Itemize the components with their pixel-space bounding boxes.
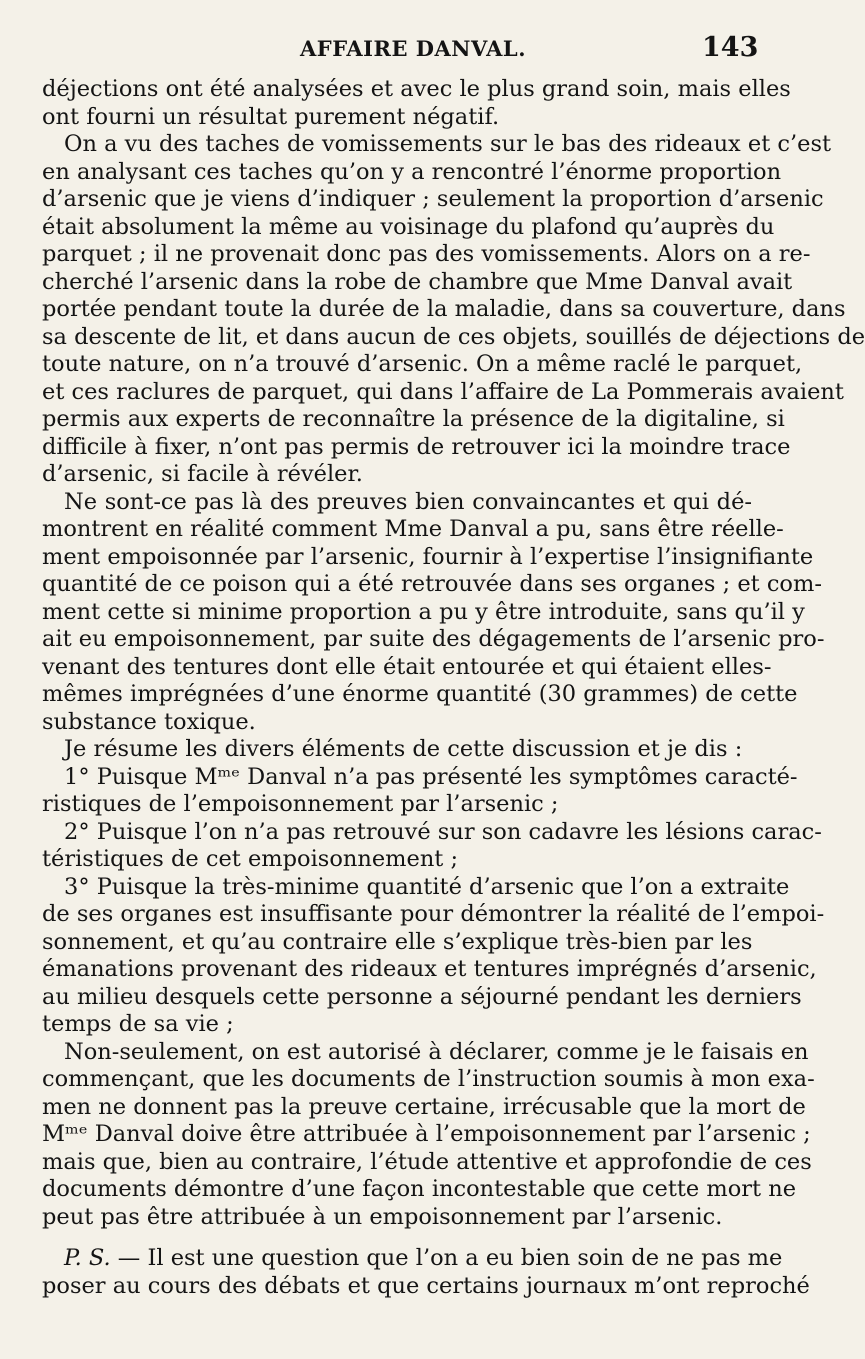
text-line: d’arsenic, si facile à révéler. bbox=[42, 461, 363, 487]
text-line: émanations provenant des rideaux et tentures imprégnés d’arsenic, bbox=[42, 956, 817, 982]
postscript bbox=[42, 1245, 810, 1300]
text-line: ristiques de l’empoisonnement par l’arsenic ; bbox=[42, 791, 559, 817]
body-text bbox=[42, 76, 865, 1300]
text-line: et ces raclures de parquet, qui dans l’affaire de La Pommerais avaient bbox=[42, 378, 844, 405]
list-item bbox=[42, 873, 825, 1039]
text-line: d’arsenic que je viens d’indiquer ; seulement la proportion d’arsenic bbox=[42, 186, 824, 212]
page-header bbox=[0, 32, 800, 68]
text-line: déjections ont été analysées et avec le plus grand soin, mais elles bbox=[42, 76, 791, 102]
text-line: substance toxique. bbox=[42, 708, 256, 735]
paragraph bbox=[42, 131, 865, 489]
text-line: Non-seulement, on est autorisé à déclarer, comme je le faisais en bbox=[64, 1038, 809, 1065]
text-line: peut pas être attribuée à un empoisonnement par l’arsenic. bbox=[42, 1203, 723, 1230]
text-line: permis aux experts de reconnaître la présence de la digitaline, si bbox=[42, 406, 785, 432]
text-line: sonnement, et qu’au contraire elle s’explique très-bien par les bbox=[42, 928, 753, 955]
running-title: AFFAIRE DANVAL. bbox=[300, 36, 527, 61]
paragraph bbox=[42, 76, 791, 131]
text-line: difficile à fixer, n’ont pas permis de retrouver ici la moindre trace bbox=[42, 433, 791, 460]
text-line: 1° Puisque Mᵐᵉ Danval n’a pas présenté les symptômes caracté- bbox=[64, 763, 798, 790]
text-line: temps de sa vie ; bbox=[42, 1011, 234, 1037]
text-line: portée pendant toute la durée de la maladie, dans sa couverture, dans bbox=[42, 296, 846, 322]
text-line: ait eu empoisonnement, par suite des dégagements de l’arsenic pro- bbox=[42, 626, 825, 652]
text-line: montrent en réalité comment Mme Danval a pu, sans être réelle- bbox=[42, 516, 784, 542]
text-line: mêmes imprégnées d’une énorme quantité (30 grammes) de cette bbox=[42, 681, 798, 707]
text-line: téristiques de cet empoisonnement ; bbox=[42, 846, 459, 872]
text-line: toute nature, on n’a trouvé d’arsenic. On a même raclé le parquet, bbox=[42, 351, 803, 377]
text-line: était absolument la même au voisinage du plafond qu’auprès du bbox=[42, 213, 775, 240]
postscript-text: — Il est une question que l’on a eu bien soin de ne pas me bbox=[110, 1245, 783, 1271]
text-line: sa descente de lit, et dans aucun de ces objets, souillés de déjections de bbox=[42, 323, 865, 350]
text-line bbox=[42, 1245, 783, 1273]
paragraph-gap bbox=[42, 1231, 752, 1245]
text-line: cherché l’arsenic dans la robe de chambre que Mme Danval avait bbox=[42, 268, 793, 295]
text-line: Mᵐᵉ Danval doive être attribuée à l’empoisonnement par l’arsenic ; bbox=[42, 1121, 811, 1147]
text-line: ment empoisonnée par l’arsenic, fournir à l’expertise l’insignifiante bbox=[42, 543, 814, 570]
text-line: quantité de ce poison qui a été retrouvée dans ses organes ; et com- bbox=[42, 571, 822, 597]
text-line: commençant, que les documents de l’instruction soumis à mon exa- bbox=[42, 1066, 815, 1092]
text-line: ment cette si minime proportion a pu y être introduite, sans qu’il y bbox=[42, 598, 805, 625]
text-line: men ne donnent pas la preuve certaine, irrécusable que la mort de bbox=[42, 1093, 806, 1120]
text-line: ont fourni un résultat purement négatif. bbox=[42, 103, 500, 130]
page-number: 143 bbox=[702, 32, 759, 63]
text-line: Ne sont-ce pas là des preuves bien convaincantes et qui dé- bbox=[64, 488, 752, 515]
text-line: de ses organes est insuffisante pour démontrer la réalité de l’empoi- bbox=[42, 901, 825, 927]
paragraph bbox=[42, 736, 752, 764]
text-line: 2° Puisque l’on n’a pas retrouvé sur son cadavre les lésions carac- bbox=[64, 818, 822, 845]
text-line: venant des tentures dont elle était entourée et qui étaient elles- bbox=[42, 653, 772, 680]
text-line: documents démontre d’une façon incontestable que cette mort ne bbox=[42, 1176, 797, 1202]
text-line: en analysant ces taches qu’on y a rencontré l’énorme proportion bbox=[42, 158, 782, 185]
text-line: parquet ; il ne provenait donc pas des vomissements. Alors on a re- bbox=[42, 241, 811, 267]
list-item bbox=[42, 763, 798, 819]
text-line: mais que, bien au contraire, l’étude attentive et approfondie de ces bbox=[42, 1148, 812, 1175]
text-line: 3° Puisque la très-minime quantité d’arsenic que l’on a extraite bbox=[64, 873, 790, 900]
list-item bbox=[42, 818, 822, 874]
text-line: On a vu des taches de vomissements sur le bas des rideaux et c’est bbox=[64, 131, 832, 157]
text-line: au milieu desquels cette personne a séjourné pendant les derniers bbox=[42, 983, 802, 1010]
postscript-label: P. S. bbox=[64, 1245, 111, 1271]
paragraph bbox=[42, 488, 825, 737]
paragraph bbox=[42, 1038, 815, 1232]
text-line: poser au cours des débats et que certains journaux m’ont reproché bbox=[42, 1272, 810, 1299]
text-line: Je résume les divers éléments de cette discussion et je dis : bbox=[64, 736, 743, 762]
